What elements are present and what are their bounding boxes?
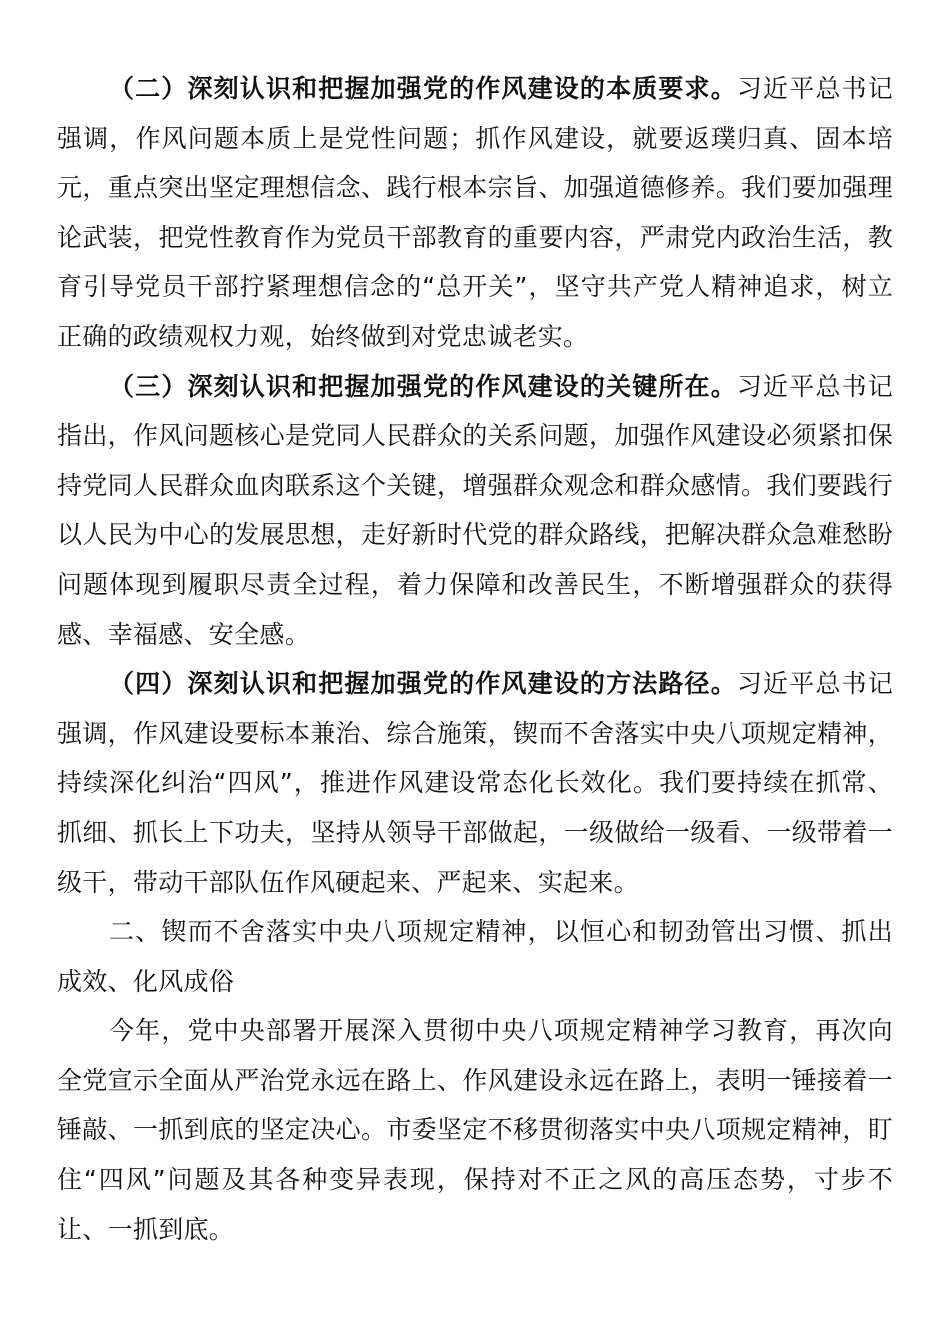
section-two-title: 二、锲而不舍落实中央八项规定精神，以恒心和韧劲管出习惯、抓出成效、化风成俗 [57,917,893,996]
paragraph-3 [57,362,893,660]
paragraph-heading: （二）深刻认识和把握加强党的作风建设的本质要求。 [109,74,737,103]
paragraph-body: 习近平总书记强调，作风建设要标本兼治、综合施策，锲而不舍落实中央八项规定精神，持续深化纠治“四风”，推进作风建设常态化长效化。我们要持续在抓常、抓细、抓长上下功夫，坚持从领导干部做起，一级做给一级看、一级带着一级干，带动干部队伍作风硬起来、严起来、实起来。 [57,669,893,897]
document-page [57,64,893,1254]
paragraph-body: 习近平总书记强调，作风问题本质上是党性问题；抓作风建设，就要返璞归真、固本培元，重点突出坚定理想信念、践行根本宗旨、加强道德修养。我们要加强理论武装，把党性教育作为党员干部教育的重要内容，严肃党内政治生活，教育引导党员干部拧紧理想信念的“总开关”，坚守共产党人精神追求，树立正确的政绩观权力观，始终做到对党忠诚老实。 [57,74,893,351]
paragraph-heading: （四）深刻认识和把握加强党的作风建设的方法路径。 [109,669,737,699]
paragraph-heading: （三）深刻认识和把握加强党的作风建设的关键所在。 [109,371,737,401]
paragraph-4 [57,659,893,907]
section-two-body: 今年，党中央部署开展深入贯彻中央八项规定精神学习教育，再次向全党宣示全面从严治党永远在路上、作风建设永远在路上，表明一锤接着一锤敲、一抓到底的坚定决心。市委坚定不移贯彻落实中央八项规定精神，盯住“四风”问题及其各种变异表现，保持对不正之风的高压态势，寸步不让、一抓到底。 [57,1016,893,1244]
paragraph-body: 习近平总书记指出，作风问题核心是党同人民群众的关系问题，加强作风建设必须紧扣保持党同人民群众血肉联系这个关键，增强群众观念和群众感情。我们要践行以人民为中心的发展思想，走好新时代党的群众路线，把解决群众急难愁盼问题体现到履职尽责全过程，着力保障和改善民生，不断增强群众的获得感、幸福感、安全感。 [57,371,893,649]
paragraph-2 [57,64,893,362]
